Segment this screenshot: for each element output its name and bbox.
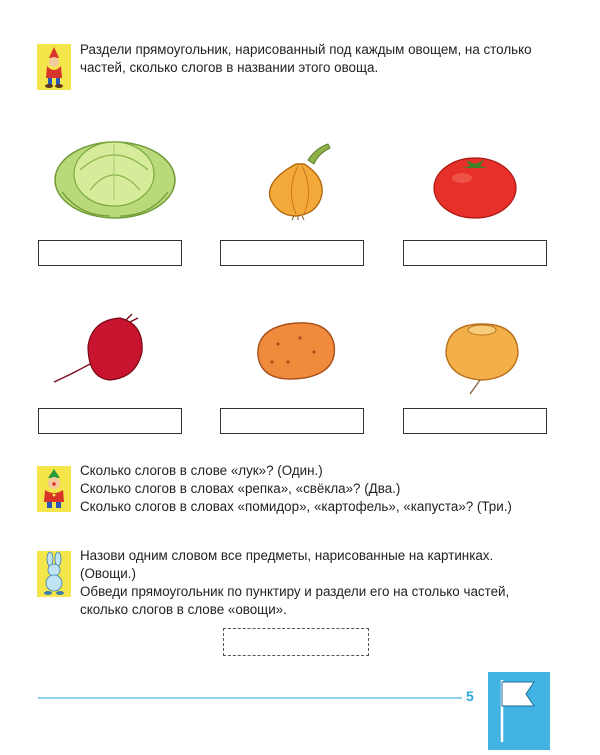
onion-icon xyxy=(258,140,338,225)
dashed-answer-box[interactable] xyxy=(223,628,369,656)
cabbage-icon xyxy=(50,130,180,227)
answer-box-turnip[interactable] xyxy=(403,408,547,434)
page-number: 5 xyxy=(466,688,474,704)
answer-box-onion[interactable] xyxy=(220,240,364,266)
gnome-character-icon xyxy=(37,44,71,90)
answer-box-beet[interactable] xyxy=(38,408,182,434)
flag-icon xyxy=(488,672,550,750)
tomato-icon xyxy=(432,150,518,225)
task2-text: Сколько слогов в слове «лук»? (Один.) Сколько слогов в словах «репка», «свёкла»? (Два.) Сколько слогов в словах «помидор», «картофель», «капуста»? (Три.) xyxy=(80,463,512,514)
task1-text: Раздели прямоугольник, нарисованный под каждым овощем, на столько частей, сколько слогов в названии этого овоща. xyxy=(80,42,532,75)
bunny-character-icon xyxy=(37,551,71,597)
footer-divider xyxy=(38,697,462,699)
potato-icon xyxy=(248,316,340,389)
answer-box-tomato[interactable] xyxy=(403,240,547,266)
task3-text: Назови одним словом все предметы, нарисованные на картинках. (Овощи.) Обведи прямоугольник по пунктиру и раздели его на столько частей, сколько слогов в слове «овощи». xyxy=(80,548,510,617)
clown-character-icon xyxy=(37,466,71,512)
beet-icon xyxy=(48,312,148,391)
turnip-icon xyxy=(440,318,524,401)
answer-box-potato[interactable] xyxy=(220,408,364,434)
answer-box-cabbage[interactable] xyxy=(38,240,182,266)
